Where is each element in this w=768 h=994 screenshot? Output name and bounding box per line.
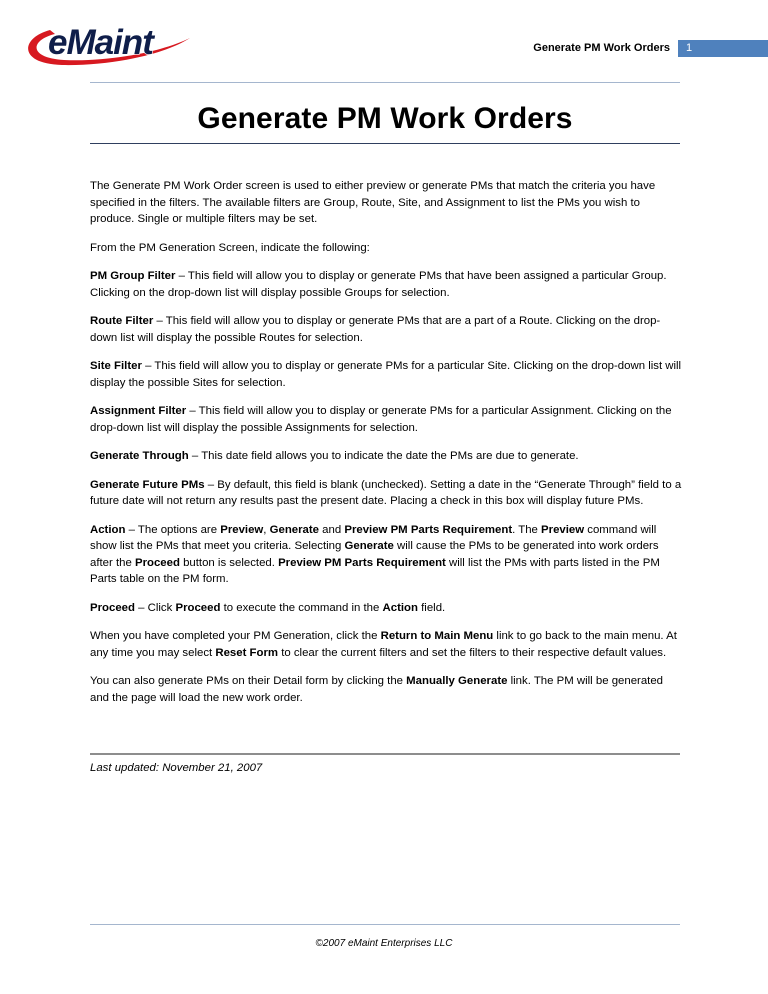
body-paragraph — [90, 600, 682, 617]
paragraph-text: link. The PM will be generated and the page will load the new work order. — [90, 675, 663, 704]
bold-term: Preview — [220, 523, 264, 536]
paragraph-text: and — [319, 523, 345, 536]
logo-text: eMaint — [48, 23, 153, 62]
bold-term: Action — [90, 523, 126, 536]
body-paragraph — [90, 628, 682, 661]
bold-term: Proceed — [134, 556, 180, 569]
paragraph-text: to clear the current filters and set the filters to their respective default values. — [278, 646, 667, 659]
body-paragraph — [90, 178, 682, 228]
paragraph-text: – This field will allow you to display or generate PMs that are a part of a Route. Clicking on the drop-down list will display the possible Routes for selection. — [90, 315, 661, 344]
header-title: Generate PM Work Orders — [533, 42, 670, 54]
title-divider — [90, 143, 680, 144]
bold-term: Generate Future PMs — [90, 478, 205, 491]
paragraph-text: . The — [512, 523, 542, 536]
paragraph-text: – This date field allows you to indicate the date the PMs are due to generate. — [188, 450, 579, 462]
paragraph-text: field. — [417, 601, 446, 614]
footer-copyright: ©2007 eMaint Enterprises LLC — [315, 938, 453, 949]
paragraph-text: – This field will allow you to display or generate PMs that have been assigned a particular Group. Clicking on the drop-down list will display possible Groups for selection. — [90, 270, 667, 299]
paragraph-text: From the PM Generation Screen, indicate the following: — [90, 241, 370, 254]
bold-term: Assignment Filter — [90, 405, 187, 417]
body-paragraph — [90, 522, 682, 588]
bold-term: Manually Generate — [406, 675, 508, 687]
paragraph-text: – By default, this field is blank (unchecked). Setting a date in the “Generate Through” field to a future date will not return any results past the present date. Placing a check in this box will display future PMs. — [90, 478, 682, 507]
body-paragraph — [90, 313, 682, 346]
header-divider — [90, 82, 680, 83]
paragraph-text: to execute the command in the — [220, 601, 383, 614]
paragraph-text: , — [263, 523, 270, 536]
paragraph-text: – This field will allow you to display or generate PMs for a particular Assignment. Clicking on the drop-down list will display the possible Assignments for selection. — [90, 405, 672, 434]
bold-term: Action — [382, 601, 418, 614]
page-number: 1 — [678, 40, 768, 57]
bold-term: Preview PM Parts Requirement — [278, 556, 446, 569]
body-paragraph — [90, 403, 682, 436]
bold-term: Generate — [344, 540, 394, 552]
body-paragraph — [90, 448, 682, 465]
paragraph-text: When you have completed your PM Generation, click the — [90, 630, 381, 642]
last-updated: Last updated: November 21, 2007 — [90, 762, 263, 774]
bold-term: Return to Main Menu — [380, 630, 494, 642]
bold-term: Route Filter — [90, 315, 154, 327]
document-title: Generate PM Work Orders — [197, 102, 573, 135]
paragraph-text: link to go back to the main menu. At any time you may select — [90, 630, 677, 659]
bold-term: Site Filter — [90, 360, 142, 372]
paragraph-text: will list the PMs with parts listed in the PM Parts table on the PM form. — [90, 556, 660, 585]
bold-term: Preview PM Parts Requirement — [344, 523, 513, 536]
emaint-logo — [22, 14, 194, 72]
bold-term: Generate Through — [90, 450, 189, 462]
body-paragraph — [90, 268, 682, 301]
bold-term: Proceed — [175, 601, 221, 614]
document-body — [90, 178, 682, 718]
paragraph-text: button is selected. — [179, 556, 279, 569]
paragraph-text: – The options are — [125, 523, 221, 536]
body-paragraph — [90, 673, 682, 706]
body-paragraph — [90, 240, 682, 257]
update-divider — [90, 753, 680, 755]
paragraph-text: You can also generate PMs on their Detail form by clicking the — [90, 675, 407, 687]
paragraph-text: command will show list the PMs that meet you criteria. Selecting — [90, 523, 657, 552]
bold-term: PM Group Filter — [90, 270, 176, 282]
bold-term: Generate — [269, 523, 320, 536]
paragraph-text: will cause the PMs to be generated into work orders after the — [90, 540, 659, 569]
footer-divider — [90, 924, 680, 925]
body-paragraph — [90, 477, 682, 510]
bold-term: Proceed — [90, 601, 135, 614]
paragraph-text: – This field will allow you to display or generate PMs for a particular Site. Clicking on the drop-down list will display the possible Sites for selection. — [90, 360, 682, 389]
bold-term: Preview — [541, 523, 585, 536]
paragraph-text: – Click — [134, 601, 176, 614]
paragraph-text: The Generate PM Work Order screen is used to either preview or generate PMs that match the criteria you have specified in the filters. The available filters are Group, Route, Site, and Assignment to list the PMs you wish to produce. Single or multiple filters may be set. — [90, 180, 656, 225]
body-paragraph — [90, 358, 682, 391]
bold-term: Reset Form — [215, 646, 279, 659]
